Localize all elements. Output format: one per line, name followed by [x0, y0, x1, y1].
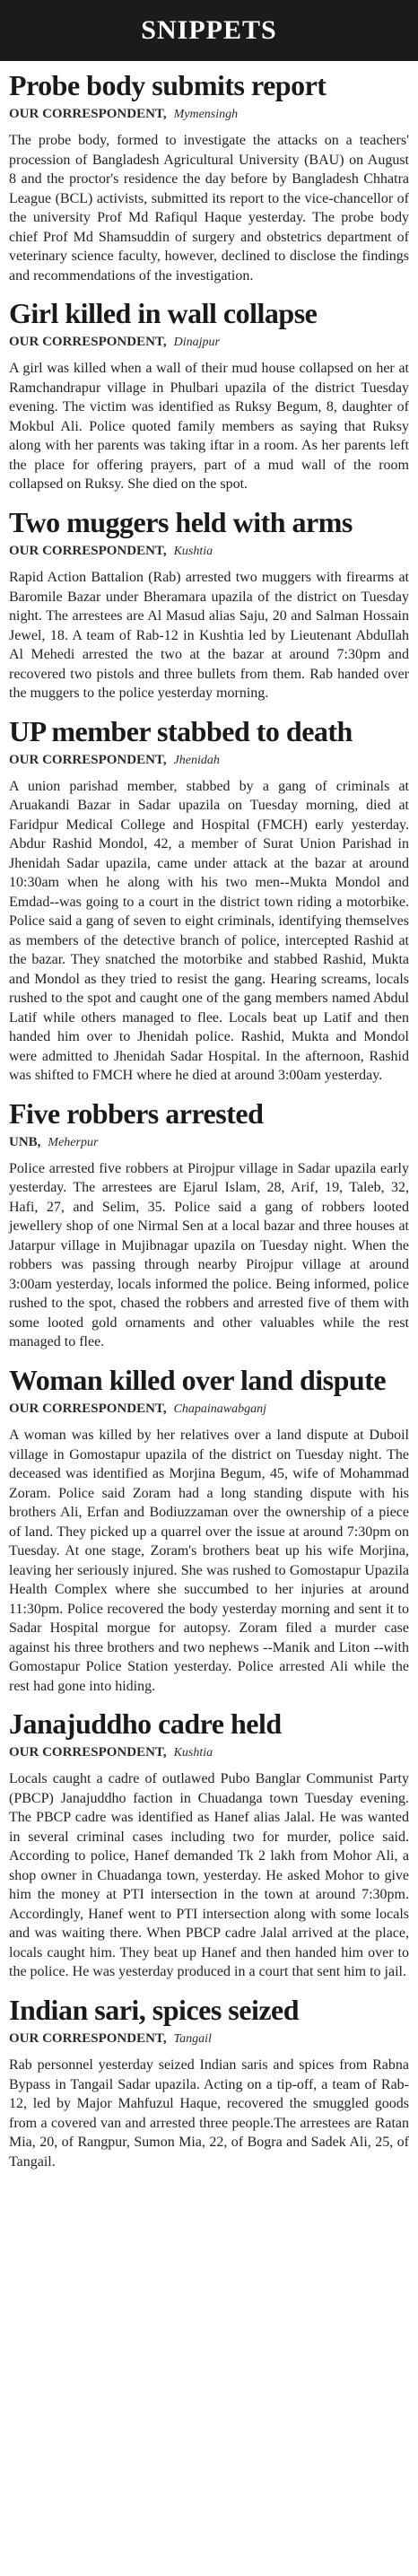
byline-place: Mymensingh	[173, 108, 239, 122]
byline-place: Tangail	[173, 2032, 212, 2046]
byline-place: Dinajpur	[173, 336, 220, 350]
byline-source: OUR CORRESPONDENT,	[9, 752, 167, 767]
byline-place: Kushtia	[173, 1746, 213, 1760]
articles-column	[0, 61, 418, 2171]
article-body: The probe body, formed to investigate the attacks on a teachers' procession of Bangladesh Agricultural University (BAU) on August 8 and the proctor's residence the day before by Bangladesh Chhatra League (BCL) activists, submitted its report to the vice-chancellor of the university Prof Md Rafiqul Haque yesterday. The probe body chief Prof Md Shamsuddin of surgery and obstetrics department of veterinary science faculty, however, declined to disclose the findings and recommendations of the investigation.	[9, 133, 409, 284]
byline-source: OUR CORRESPONDENT,	[9, 1745, 167, 1760]
article-headline: Girl killed in wall collapse	[9, 297, 318, 330]
byline-place: Kushtia	[173, 545, 213, 559]
article-byline	[9, 2031, 409, 2047]
article	[9, 1995, 409, 2171]
article-byline	[9, 1745, 409, 1760]
article-byline	[9, 1402, 409, 1417]
article	[9, 1365, 409, 1696]
article-body: Rapid Action Battalion (Rab) arrested two muggers with firearms at Baromile Bazar under Bheramara upazila of the district on Tuesday night. The arrestees are Al Masud alias Saju, 20 and Salman Hossain Jewel, 18. A team of Rab-12 in Kushtia led by Lieutenant Abdullah Al Mehedi arrested the two at the bazar at around 7:30pm and recovered two pistols and three bullets from them. Rab handed over the muggers to the police yesterday morning.	[9, 570, 409, 702]
article-byline	[9, 107, 409, 122]
article-body: Locals caught a cadre of outlawed Pubo Banglar Communist Party (PBCP) Janajuddho faction in Chuadanga town Tuesday evening. The PBCP cadre was identified as Hanef alias Jalal. He was wanted in several criminal cases including two for murder, police said. According to police, Hanef demanded Tk 2 lakh from Mohor Ali, a shop owner in Chuadanga town, yesterday. He asked Mohor to give him the money at PTI intersection in the town at around 7:30pm. Accordingly, Hanef went to PTI intersection along with some locals and was waiting there. When PBCP cadre Jalal arrived at the place, locals caught him. They beat up Hanef and then handed him over to the police. He was yesterday produced in a court that sent him to jail.	[9, 1771, 409, 1980]
article-byline	[9, 544, 409, 559]
article	[9, 1098, 409, 1352]
byline-source: OUR CORRESPONDENT,	[9, 544, 167, 559]
article-headline: Woman killed over land dispute	[9, 1363, 387, 1396]
byline-place: Jhenidah	[173, 753, 220, 767]
article-headline: Indian sari, spices seized	[9, 1993, 300, 2026]
section-title: SNIPPETS	[141, 15, 277, 45]
article	[9, 1708, 409, 1982]
article-body: Police arrested five robbers at Pirojpur village in Sadar upazila early yesterday. The arrestees are Ejarul Islam, 28, Arif, 19, Taleb, 32, Hafi, 27, and Selim, 35. Police said a gang of robbers looted jewellery shop of one Nirmal Sen at a local bazar and three houses at Jatarpur village in Mujibnagar upazila on Tuesday night. When the robbers was passing through nearby Pirojpur village at around 3:00am yesterday, locals informed the police. Being informed, police rushed to the spot, chased the robbers and arrested five of them with some looted gold ornaments and other valuables while the rest managed to flee.	[9, 1160, 409, 1350]
section-banner	[0, 0, 418, 61]
article-byline	[9, 753, 409, 768]
byline-source: UNB,	[9, 1134, 41, 1149]
article	[9, 298, 409, 494]
article-body: A union parishad member, stabbed by a gang of criminals at Aruakandi Bazar in Sadar upazila on Tuesday morning, died at Faridpur Medical College and Hospital (FMCH) early yesterday. Abdur Rashid Mondol, 42, a member of Surat Union Parishad in Jhenidah Sadar upazila, came under attack at the bazar at around 10:30am when he along with his two men--Mukta Mondol and Emdad--was going to a court in the district town riding a motorbike. Police said a gang of seven to eight criminals, identifying themselves as members of the detective branch of police, intercepted Rashid at the bazar. They snatched the motorbike and stabbed Rashid, Mukta and Mondol as they tried to resist the gang. Hearing screams, locals rushed to the spot and caught one of the gang members named Abdul Latif while others managed to flee. Locals beat up Latif and then handed him over to Jhenidah police. Rashid, Mukta and Mondol were admitted to Jhenidah Sadar Hospital. In the afternoon, Rashid was shifted to FMCH where he died at around 3:00am yesterday.	[9, 778, 409, 1084]
article	[9, 716, 409, 1086]
byline-source: OUR CORRESPONDENT,	[9, 107, 167, 122]
article-body: Rab personnel yesterday seized Indian saris and spices from Rabna Bypass in Tangail Sadar upazila. Acting on a tip-off, a team of Rab-12, led by Major Mahfuzul Haque, recovered the smuggled goods from a covered van and arrested three people.The arrestees are Ratan Mia, 20, of Rangpur, Sumon Mia, 22, of Bogra and Sadek Ali, 25, of Tangail.	[9, 2057, 409, 2170]
article	[9, 507, 409, 703]
article-headline: Probe body submits report	[9, 69, 327, 101]
article	[9, 70, 409, 285]
byline-source: OUR CORRESPONDENT,	[9, 1402, 167, 1417]
byline-place: Chapainawabganj	[173, 1402, 267, 1417]
article-headline: Five robbers arrested	[9, 1096, 264, 1130]
byline-source: OUR CORRESPONDENT,	[9, 2031, 167, 2046]
article-headline: Janajuddho cadre held	[9, 1707, 282, 1741]
article-body: A girl was killed when a wall of their mud house collapsed on her at Ramchandrapur village in Phulbari upazila of the district Tuesday evening. The victim was identified as Ruksy Begum, 8, daughter of Mokbul Ali. Police quoted family members as saying that Ruksy along with her parents was taking iftar in a room. As her parents left the place for offering prayers, part of a mud wall of the room collapsed on Ruksy. She died on the spot.	[9, 361, 409, 493]
article-body: A woman was killed by her relatives over a land dispute at Duboil village in Gomostapur upazila of the district on Tuesday night. The deceased was identified as Morjina Begum, 45, wife of Mohammad Zoram. Police said Zoram had a long standing dispute with his brothers Ali, Erfan and Bodiuzzaman over the ownership of a piece of land. They picked up a quarrel over the issue at around 7:30pm on Tuesday. At one stage, Zoram's brothers beat up his wife Morjina, leaving her seriously injured. She was rushed to Gomostapur Upazila Health Complex where she succumbed to her injuries at around 11:30pm. Police recovered the body yesterday morning and sent it to Sadar Hospital morgue for autopsy. Zoram filed a murder case against his three brothers and two nephews --Manik and Liton --with Gomostapur Police Station yesterday. Police arrested Ali while the rest had gone into hiding.	[9, 1428, 409, 1694]
byline-source: OUR CORRESPONDENT,	[9, 335, 167, 350]
article-byline	[9, 1135, 409, 1150]
article-byline	[9, 335, 409, 350]
article-headline: Two muggers held with arms	[9, 505, 353, 538]
article-headline: UP member stabbed to death	[9, 714, 353, 747]
byline-place: Meherpur	[48, 1135, 99, 1149]
